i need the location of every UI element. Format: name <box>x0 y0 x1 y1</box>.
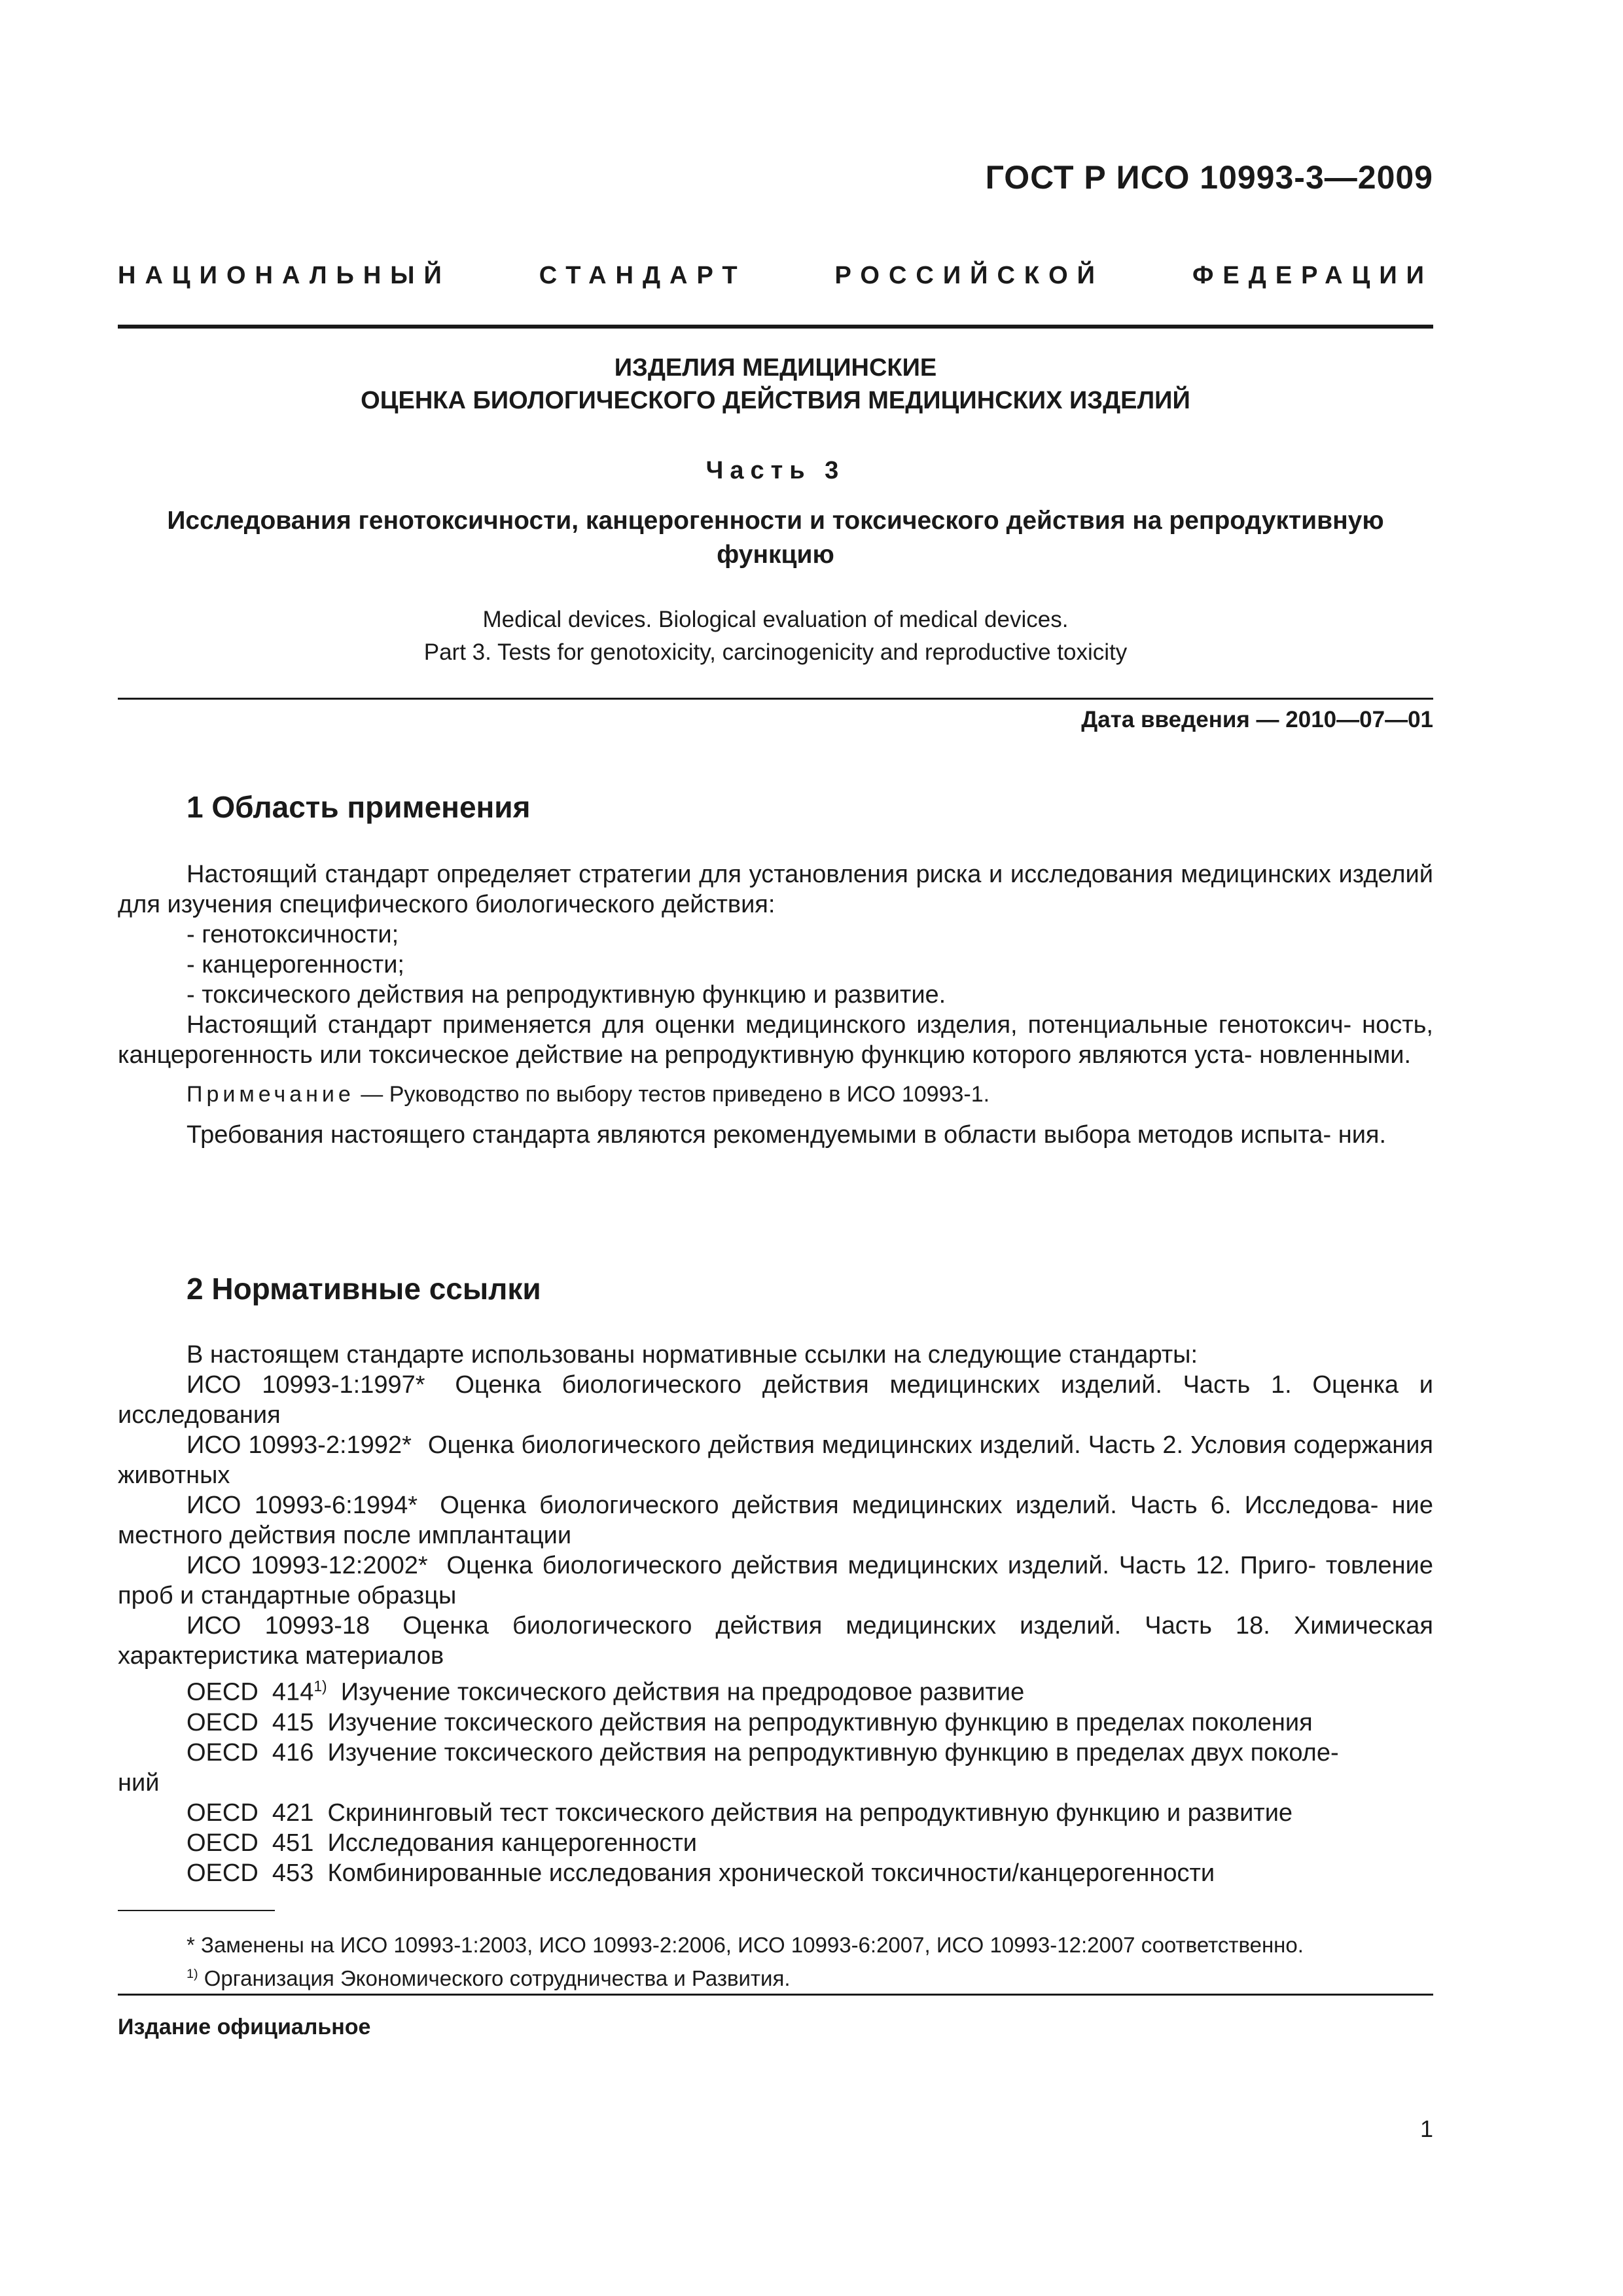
footnote-marker: 1) <box>313 1677 327 1695</box>
section-2-body <box>118 1340 1433 1888</box>
scope-application <box>118 1010 1433 1070</box>
page-number: 1 <box>1419 2115 1433 2142</box>
english-title-line-1: Medical devices. Biological evaluation of medical devices. <box>482 607 1069 632</box>
reference-item <box>118 1370 1433 1430</box>
oecd-title: Изучение токсического действия на репродуктивную функцию в пределах двух поколе- <box>327 1738 1339 1767</box>
oecd-code: OECD <box>187 1829 259 1857</box>
scope-application-line-2: ность, канцерогенность или токсическое действие на репродуктивную функцию которого являются уста- <box>118 1011 1433 1069</box>
reference-title: Оценка биологического действия медицинских изделий. Часть 12. Приго- <box>446 1552 1317 1579</box>
oecd-title: Скрининговый тест токсического действия на репродуктивную функцию и развитие <box>327 1799 1293 1827</box>
requirements-paragraph <box>118 1120 1433 1150</box>
oecd-number: 414 <box>272 1678 314 1706</box>
english-title-line-2: Part 3. Tests for genotoxicity, carcinogenicity and reproductive toxicity <box>423 639 1128 665</box>
oecd-item <box>118 1708 1433 1738</box>
section-1-heading: 1 Область применения <box>187 790 531 824</box>
oecd-code: OECD <box>187 1859 259 1887</box>
oecd-item <box>118 1828 1433 1858</box>
document-title <box>118 351 1433 417</box>
oecd-title: Комбинированные исследования хронической токсичности/канцерогенности <box>327 1859 1215 1887</box>
requirements-line-1: Требования настоящего стандарта являются рекомендуемыми в области выбора методов испыта- <box>187 1121 1332 1149</box>
subtitle-line-2: функцию <box>717 541 834 569</box>
references-intro: В настоящем стандарте использованы нормативные ссылки на следующие стандарты: <box>187 1341 1198 1369</box>
oecd-title: Изучение токсического действия на предродовое развитие <box>340 1678 1025 1706</box>
scope-application-line-1: Настоящий стандарт применяется для оценки медицинского изделия, потенциальные генотоксич- <box>187 1011 1352 1039</box>
note <box>118 1079 1433 1109</box>
requirements-line-2: ния. <box>1338 1121 1387 1149</box>
reference-item <box>118 1490 1433 1551</box>
footnote-1 <box>187 1960 791 1993</box>
list-item: - канцерогенности; <box>187 951 404 978</box>
scope-intro <box>118 859 1433 920</box>
oecd-item <box>118 1738 1433 1768</box>
reference-item <box>118 1611 1433 1671</box>
reference-title-cont: содержания животных <box>118 1431 1434 1489</box>
reference-item <box>118 1551 1433 1611</box>
reference-title: Оценка биологического действия медицинских изделий. Часть 2. Условия <box>427 1431 1287 1459</box>
oecd-number: 421 <box>272 1799 314 1827</box>
footnote-divider <box>118 1910 275 1911</box>
oecd-item <box>118 1671 1433 1708</box>
oecd-number: 416 <box>272 1738 314 1767</box>
scope-intro-line-1: Настоящий стандарт определяет стратегии для установления риска и исследования медицинских <box>187 861 1331 888</box>
footnote-1-text: Организация Экономического сотрудничества и Развития. <box>198 1966 791 1990</box>
document-number: ГОСТ Р ИСО 10993-3—2009 <box>985 159 1433 196</box>
reference-title-cont: товление проб и стандартные образцы <box>118 1552 1433 1609</box>
list-item: - токсического действия на репродуктивную функцию и развитие. <box>187 981 946 1009</box>
section-1-body <box>118 859 1433 1150</box>
oecd-code: OECD <box>187 1678 259 1706</box>
official-edition-label: Издание официальное <box>118 2015 371 2039</box>
subtitle-line-1: Исследования генотоксичности, канцерогенности и токсического действия на репродуктивную <box>167 507 1384 535</box>
reference-code: ИСО 10993-1:1997* <box>187 1371 425 1399</box>
oecd-number: 415 <box>272 1708 314 1736</box>
scope-application-line-3: новленными. <box>1259 1041 1412 1069</box>
header-divider <box>118 325 1433 329</box>
reference-title: Оценка биологического действия медицинских изделий. Часть 18. Химическая <box>402 1612 1433 1640</box>
note-text: — Руководство по выбору тестов приведено в ИСО 10993-1. <box>354 1082 990 1107</box>
oecd-code: OECD <box>187 1738 259 1767</box>
reference-title: Оценка биологического действия медицинских изделий. Часть 1. Оценка и <box>455 1371 1434 1399</box>
footer-divider <box>118 1994 1433 1996</box>
reference-code: ИСО 10993-6:1994* <box>187 1492 418 1519</box>
scope-intro-line-2: изделий для изучения специфического биологического действия: <box>118 861 1434 918</box>
oecd-title: Изучение токсического действия на репродуктивную функцию в пределах поколения <box>327 1708 1313 1736</box>
oecd-item-continuation: ний <box>118 1768 160 1797</box>
oecd-code: OECD <box>187 1708 259 1736</box>
reference-title-cont: ние местного действия после имплантации <box>118 1492 1434 1549</box>
reference-title: Оценка биологического действия медицинских изделий. Часть 6. Исследова- <box>440 1492 1379 1519</box>
section-2-heading: 2 Нормативные ссылки <box>187 1272 541 1306</box>
introduction-date: Дата введения — 2010—07—01 <box>1081 707 1433 732</box>
oecd-number: 453 <box>272 1859 314 1887</box>
title-divider <box>118 698 1433 700</box>
note-label: Примечание <box>187 1082 355 1107</box>
footnote-star: * Заменены на ИСО 10993-1:2003, ИСО 10993-2:2006, ИСО 10993-6:2007, ИСО 10993-12:2007 соответственно. <box>187 1933 1304 1957</box>
oecd-item <box>118 1798 1433 1828</box>
english-title <box>118 603 1433 669</box>
reference-code: ИСО 10993-12:2002* <box>187 1552 428 1579</box>
scope-list <box>118 920 1433 1010</box>
national-standard-banner: НАЦИОНАЛЬНЫЙ СТАНДАРТ РОССИЙСКОЙ ФЕДЕРАЦИИ <box>118 262 1433 289</box>
reference-title-cont: исследования <box>118 1401 281 1429</box>
title-line-1: ИЗДЕЛИЯ МЕДИЦИНСКИЕ <box>614 354 937 382</box>
reference-code: ИСО 10993-2:1992* <box>187 1431 412 1459</box>
title-line-2: ОЦЕНКА БИОЛОГИЧЕСКОГО ДЕЙСТВИЯ МЕДИЦИНСКИХ ИЗДЕЛИЙ <box>361 387 1190 414</box>
oecd-list <box>118 1671 1433 1888</box>
part-label: Часть 3 <box>705 457 846 484</box>
oecd-code: OECD <box>187 1799 259 1827</box>
document-subtitle <box>118 504 1433 572</box>
list-item: - генотоксичности; <box>187 921 399 948</box>
reference-title-cont: характеристика материалов <box>118 1642 444 1670</box>
reference-item <box>118 1430 1433 1490</box>
oecd-title: Исследования канцерогенности <box>327 1829 697 1857</box>
reference-code: ИСО 10993-18 <box>187 1612 370 1640</box>
oecd-item <box>118 1858 1433 1888</box>
footnote-1-marker: 1) <box>187 1967 198 1981</box>
oecd-number: 451 <box>272 1829 314 1857</box>
